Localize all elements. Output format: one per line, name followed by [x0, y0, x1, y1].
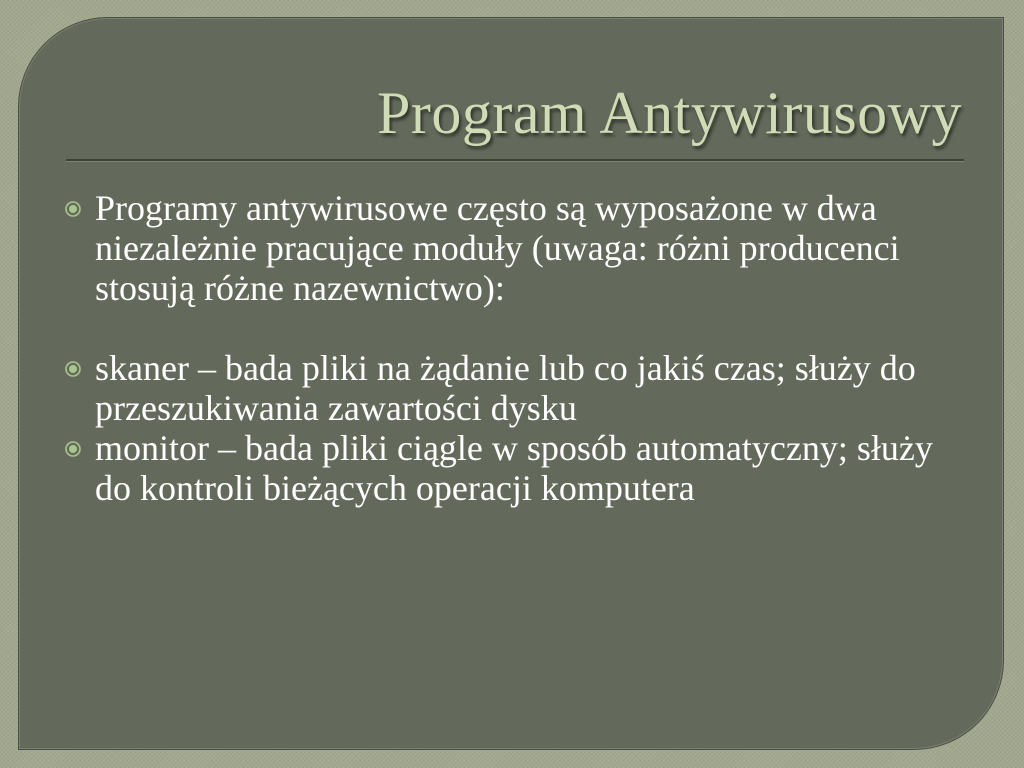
bullet-list — [64, 188, 944, 508]
circle-dot-bullet-icon — [64, 200, 82, 218]
list-item — [64, 188, 944, 308]
list-item — [64, 348, 944, 428]
list-item — [64, 428, 944, 508]
bullet-text: Programy antywirusowe często są wyposażone w dwa niezależnie pracujące moduły (uwaga: różni producenci stosują różne nazewnictwo): — [95, 188, 900, 308]
circle-dot-bullet-icon — [64, 440, 82, 458]
slide-title: Program Antywirusowy — [377, 80, 962, 146]
bullet-text: skaner – bada pliki na żądanie lub co jakiś czas; służy do przeszukiwania zawartości dysku — [95, 348, 916, 428]
title-divider — [66, 159, 964, 162]
circle-dot-bullet-icon — [64, 360, 82, 378]
bullet-text: monitor – bada pliki ciągle w sposób automatyczny; służy do kontroli bieżących operacji komputera — [95, 428, 933, 508]
